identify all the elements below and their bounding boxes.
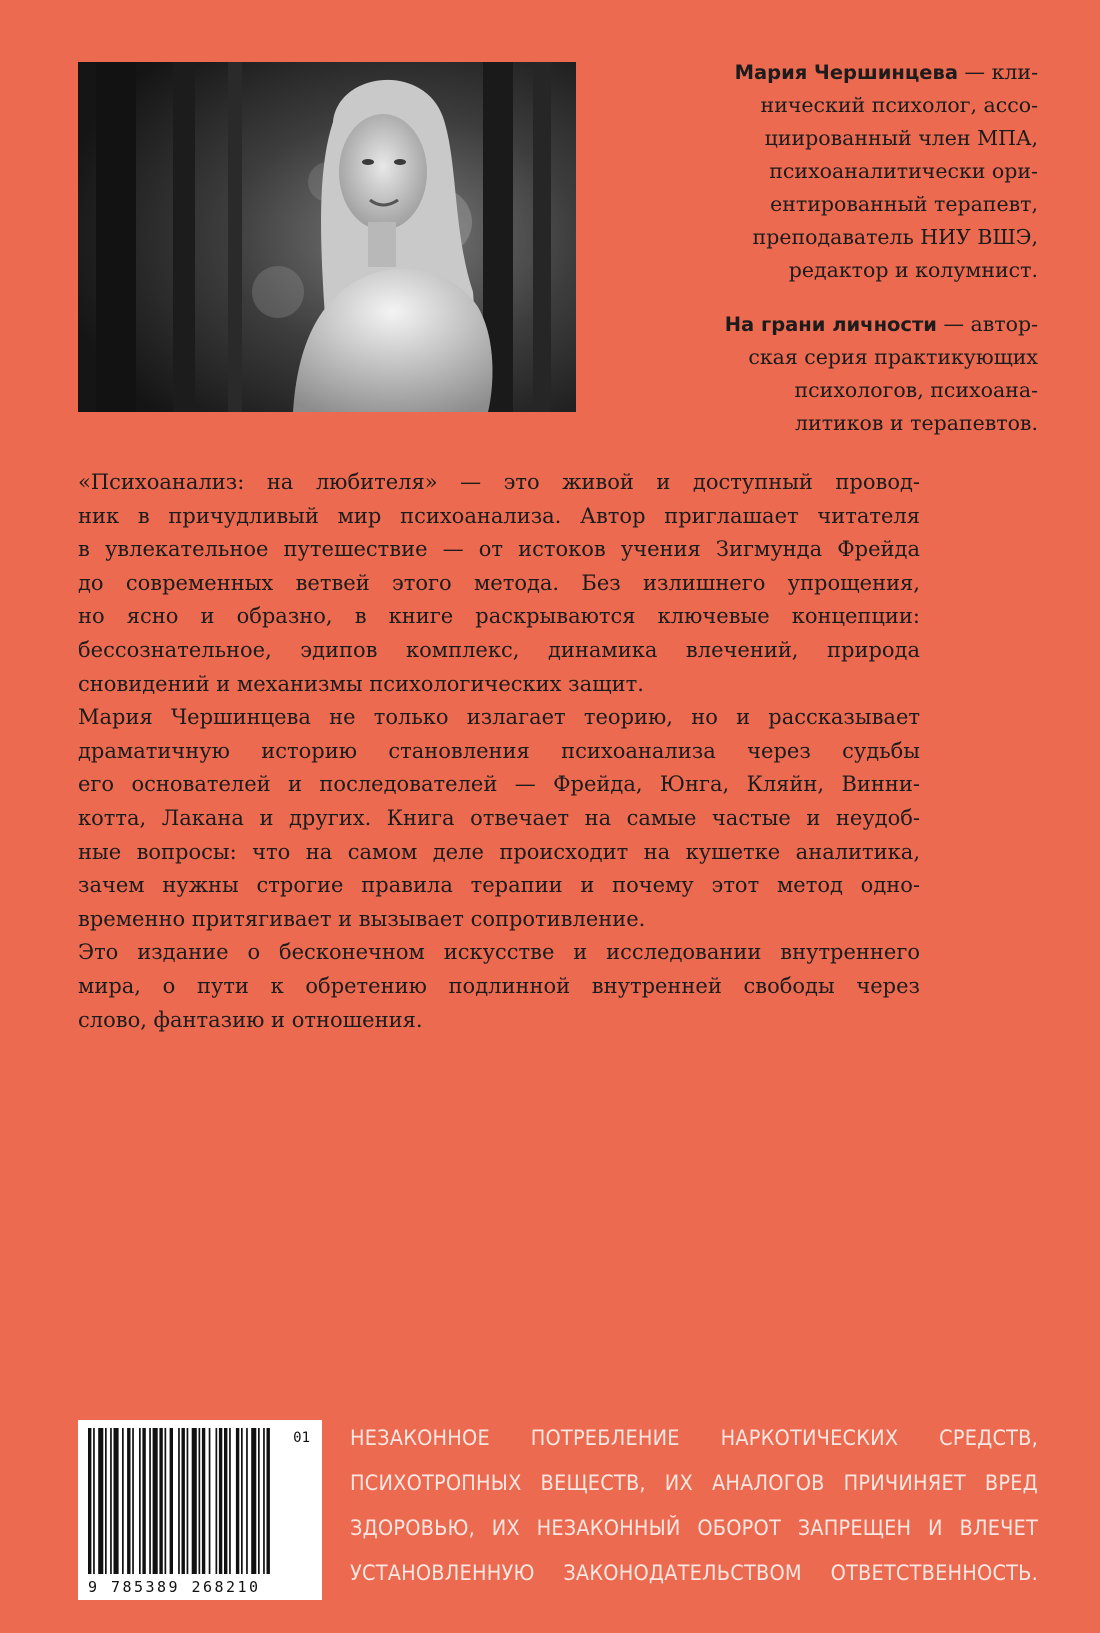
barcode-bar — [127, 1428, 130, 1574]
warning-line: УСТАНОВЛЕННУЮ ЗАКОНОДАТЕЛЬСТВОМ ОТВЕТСТВЕННОСТЬ. — [350, 1561, 1038, 1586]
description-line: до современных ветвей этого метода. Без излишнего упрощения, — [78, 570, 920, 595]
series-line: На грани личности — автор- — [724, 312, 1038, 336]
barcode-bar — [88, 1428, 91, 1574]
series-line: литиков и терапевтов. — [795, 411, 1038, 435]
barcode-digits: 9 785389 268210 — [88, 1578, 258, 1596]
warning-line: ЗДОРОВЬЮ, ИХ НЕЗАКОННЫЙ ОБОРОТ ЗАПРЕЩЕН И ВЛЕЧЕТ — [350, 1516, 1038, 1541]
barcode-bar — [219, 1428, 222, 1574]
series-line: психологов, психоана- — [794, 378, 1038, 402]
description-line: котта, Лакана и других. Книга отвечает на самые частые и неудоб- — [78, 805, 920, 830]
description-line: временно притягивает и вызывает сопротивление. — [78, 906, 646, 931]
barcode-bar — [246, 1428, 248, 1574]
barcode-bar — [139, 1428, 141, 1574]
author-bio — [598, 56, 1038, 287]
description-line: «Психоанализ: на любителя» — это живой и доступный провод- — [78, 470, 920, 494]
barcode-bar — [187, 1428, 189, 1574]
description-line: в увлекательное путешествие — от истоков учения Зигмунда Фрейда — [78, 537, 920, 562]
series-name: На грани личности — [724, 313, 937, 336]
warning-line: НЕЗАКОННОЕ ПОТРЕБЛЕНИЕ НАРКОТИЧЕСКИХ СРЕДСТВ, — [350, 1426, 1038, 1451]
author-bio-line: циированный член МПА, — [764, 126, 1038, 150]
warning-line: ПСИХОТРОПНЫХ ВЕЩЕСТВ, ИХ АНАЛОГОВ ПРИЧИНЯЕТ ВРЕД — [350, 1471, 1038, 1496]
author-bio-line: преподаватель НИУ ВШЭ, — [752, 225, 1038, 249]
barcode-addon: 01 — [293, 1430, 310, 1446]
barcode-bar — [142, 1428, 145, 1574]
barcode-bar — [224, 1428, 227, 1574]
series-info — [598, 308, 1038, 440]
barcode-bar — [229, 1428, 231, 1574]
barcode-bar — [110, 1428, 112, 1574]
barcode-bar — [251, 1428, 256, 1574]
barcode-bar — [199, 1428, 201, 1574]
description-line: мира, о пути к обретению подлинной внутренней свободы через — [78, 973, 920, 998]
description-line: зачем нужны строгие правила терапии и почему этот метод одно- — [78, 873, 920, 898]
author-name: Мария Чершинцева — [734, 61, 959, 84]
barcode-bar — [132, 1428, 134, 1574]
barcode-bar — [202, 1428, 205, 1574]
isbn-barcode — [78, 1420, 322, 1600]
book-description — [78, 466, 920, 1037]
barcode-bar — [236, 1428, 239, 1574]
barcode-bars — [88, 1428, 270, 1574]
description-line: но ясно и образно, в книге раскрываются ключевые концепции: — [78, 604, 920, 629]
description-line: Это издание о бесконечном искусстве и исследовании внутреннего — [78, 940, 920, 965]
barcode-bar — [258, 1428, 260, 1574]
author-photo — [78, 62, 576, 412]
author-portrait-image — [78, 62, 576, 412]
description-line: слово, фантазию и отношения. — [78, 1007, 423, 1032]
barcode-graphic — [80, 1422, 320, 1598]
series-line: ская серия практикующих — [748, 345, 1038, 369]
author-info — [598, 56, 1038, 440]
barcode-bar — [122, 1428, 124, 1574]
barcode-bar — [192, 1428, 197, 1574]
author-bio-line: ентированный терапевт, — [770, 192, 1038, 216]
barcode-bar — [178, 1428, 180, 1574]
barcode-bar — [209, 1428, 211, 1574]
barcode-bar — [98, 1428, 103, 1574]
barcode-bar — [165, 1428, 167, 1574]
barcode-bar — [241, 1428, 243, 1574]
barcode-bar — [182, 1428, 185, 1574]
barcode-bar — [216, 1428, 218, 1574]
description-line: Мария Чершинцева не только излагает теорию, но и рассказывает — [78, 705, 920, 730]
description-line: ник в причудливый мир психоанализа. Автор приглашает читателя — [78, 503, 920, 528]
author-bio-line: Мария Чершинцева — кли- — [734, 60, 1038, 84]
barcode-bar — [153, 1428, 158, 1574]
barcode-bar — [93, 1428, 95, 1574]
description-line: бессознательное, эдипов комплекс, динамика влечений, природа — [78, 637, 920, 662]
barcode-bar — [263, 1428, 265, 1574]
description-line: его основателей и последователей — Фрейда, Юнга, Кляйн, Винни- — [78, 772, 920, 797]
barcode-bar — [105, 1428, 107, 1574]
description-line: ные вопросы: что на самом деле происходит на кушетке аналитика, — [78, 839, 920, 864]
description-line: драматичную историю становления психоанализа через судьбы — [78, 738, 920, 763]
author-bio-line: редактор и колумнист. — [788, 258, 1038, 282]
barcode-bar — [159, 1428, 162, 1574]
barcode-bar — [170, 1428, 173, 1574]
barcode-bar — [267, 1428, 270, 1574]
legal-warning — [350, 1416, 1038, 1596]
description-line: сновидений и механизмы психологических защит. — [78, 671, 644, 696]
barcode-bar — [149, 1428, 151, 1574]
author-bio-line: психоаналитически ори- — [769, 159, 1038, 183]
barcode-bar — [114, 1428, 119, 1574]
author-bio-line: нический психолог, ассо- — [760, 93, 1038, 117]
